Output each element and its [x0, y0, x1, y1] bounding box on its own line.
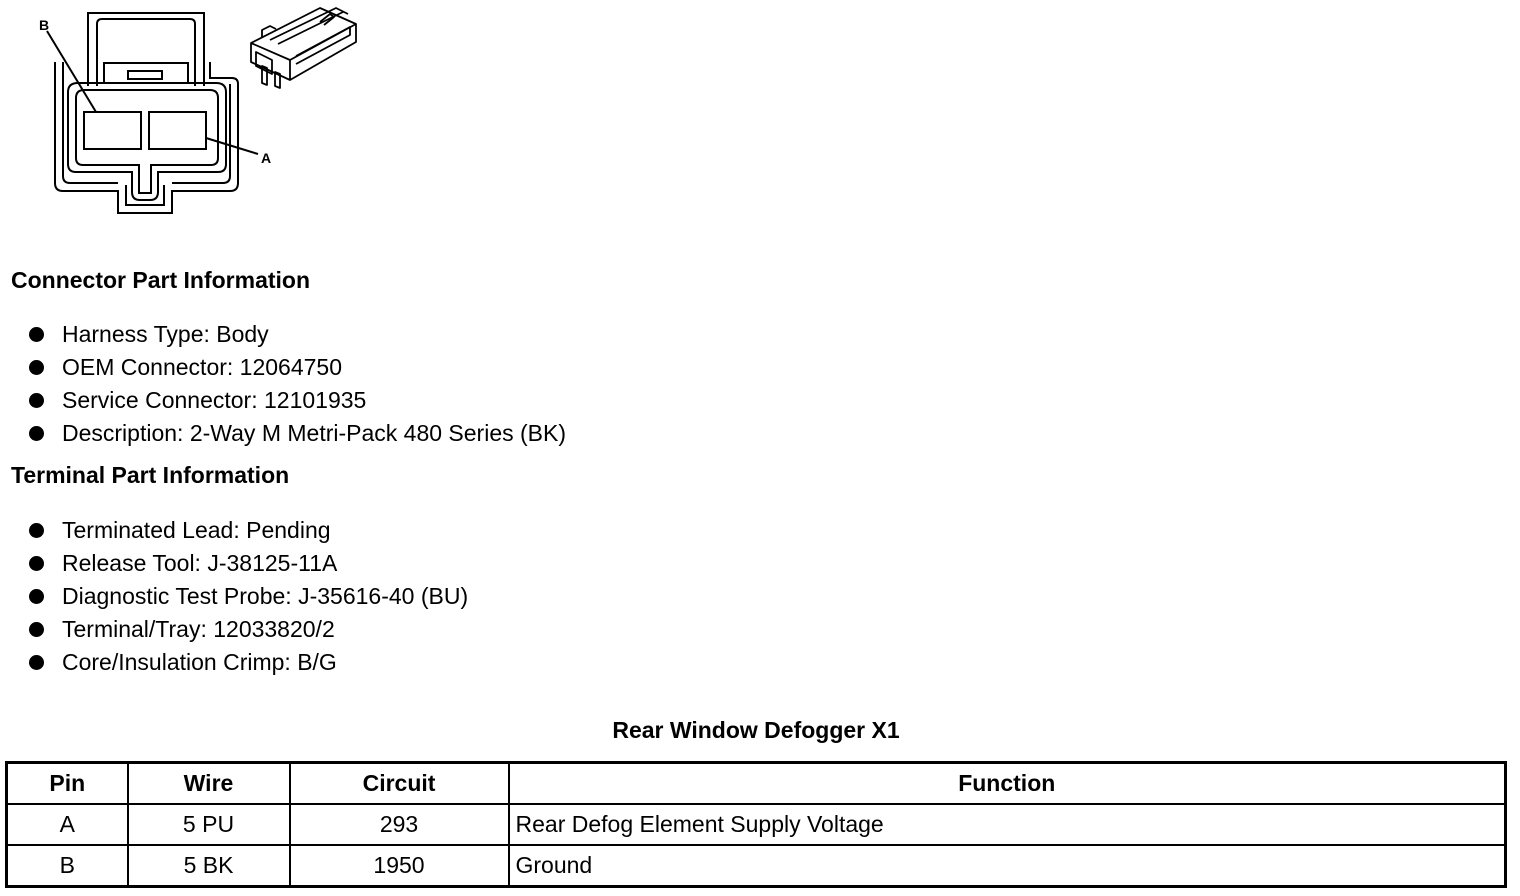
connector-latch — [88, 13, 204, 86]
connector-face-diagram — [0, 0, 380, 225]
connector-info-list — [0, 318, 566, 450]
terminated-lead-text: Terminated Lead: Pending — [62, 517, 331, 543]
table-row — [7, 845, 1506, 887]
function-cell: Rear Defog Element Supply Voltage — [509, 804, 1506, 845]
circuit-cell: 293 — [290, 804, 509, 845]
bullet-icon — [29, 523, 44, 538]
bullet-icon — [29, 556, 44, 571]
pin-table — [5, 761, 1507, 888]
column-header-pin: Pin — [7, 763, 128, 805]
column-header-circuit: Circuit — [290, 763, 509, 805]
circuit-cell: 1950 — [290, 845, 509, 887]
list-item — [0, 417, 566, 450]
terminal-tray-text: Terminal/Tray: 12033820/2 — [62, 616, 335, 642]
list-item — [0, 514, 468, 547]
bullet-icon — [29, 622, 44, 637]
harness-type-text: Harness Type: Body — [62, 321, 269, 347]
terminal-part-info-heading: Terminal Part Information — [11, 462, 290, 488]
list-item — [0, 318, 566, 351]
table-header-row — [7, 763, 1506, 805]
function-cell: Ground — [509, 845, 1506, 887]
description-text: Description: 2-Way M Metri-Pack 480 Series (BK) — [62, 420, 567, 446]
connector-isometric-view — [251, 8, 356, 88]
pin-cell: A — [7, 804, 128, 845]
terminal-cavity-a — [149, 112, 206, 149]
crimp-text: Core/Insulation Crimp: B/G — [62, 649, 337, 675]
list-item — [0, 646, 468, 679]
oem-connector-text: OEM Connector: 12064750 — [62, 354, 343, 380]
list-item — [0, 384, 566, 417]
list-item — [0, 351, 566, 384]
leader-line-a — [206, 138, 258, 154]
terminal-info-list — [0, 514, 468, 679]
bullet-icon — [29, 360, 44, 375]
wire-cell: 5 PU — [128, 804, 290, 845]
bullet-icon — [29, 327, 44, 342]
table-row — [7, 804, 1506, 845]
diagram-label-a: A — [261, 150, 272, 166]
list-item — [0, 613, 468, 646]
list-item — [0, 580, 468, 613]
bullet-icon — [29, 655, 44, 670]
column-header-function: Function — [509, 763, 1506, 805]
bullet-icon — [29, 393, 44, 408]
diagram-label-b: B — [39, 17, 50, 33]
test-probe-text: Diagnostic Test Probe: J-35616-40 (BU) — [62, 583, 469, 609]
bullet-icon — [29, 426, 44, 441]
pin-cell: B — [7, 845, 128, 887]
list-item — [0, 547, 468, 580]
column-header-wire: Wire — [128, 763, 290, 805]
pin-table-title: Rear Window Defogger X1 — [612, 717, 900, 743]
terminal-cavity-b — [84, 112, 141, 149]
release-tool-text: Release Tool: J-38125-11A — [62, 550, 338, 576]
connector-part-info-heading: Connector Part Information — [11, 267, 311, 293]
wire-cell: 5 BK — [128, 845, 290, 887]
connector-housing — [55, 62, 238, 213]
service-connector-text: Service Connector: 12101935 — [62, 387, 367, 413]
bullet-icon — [29, 589, 44, 604]
